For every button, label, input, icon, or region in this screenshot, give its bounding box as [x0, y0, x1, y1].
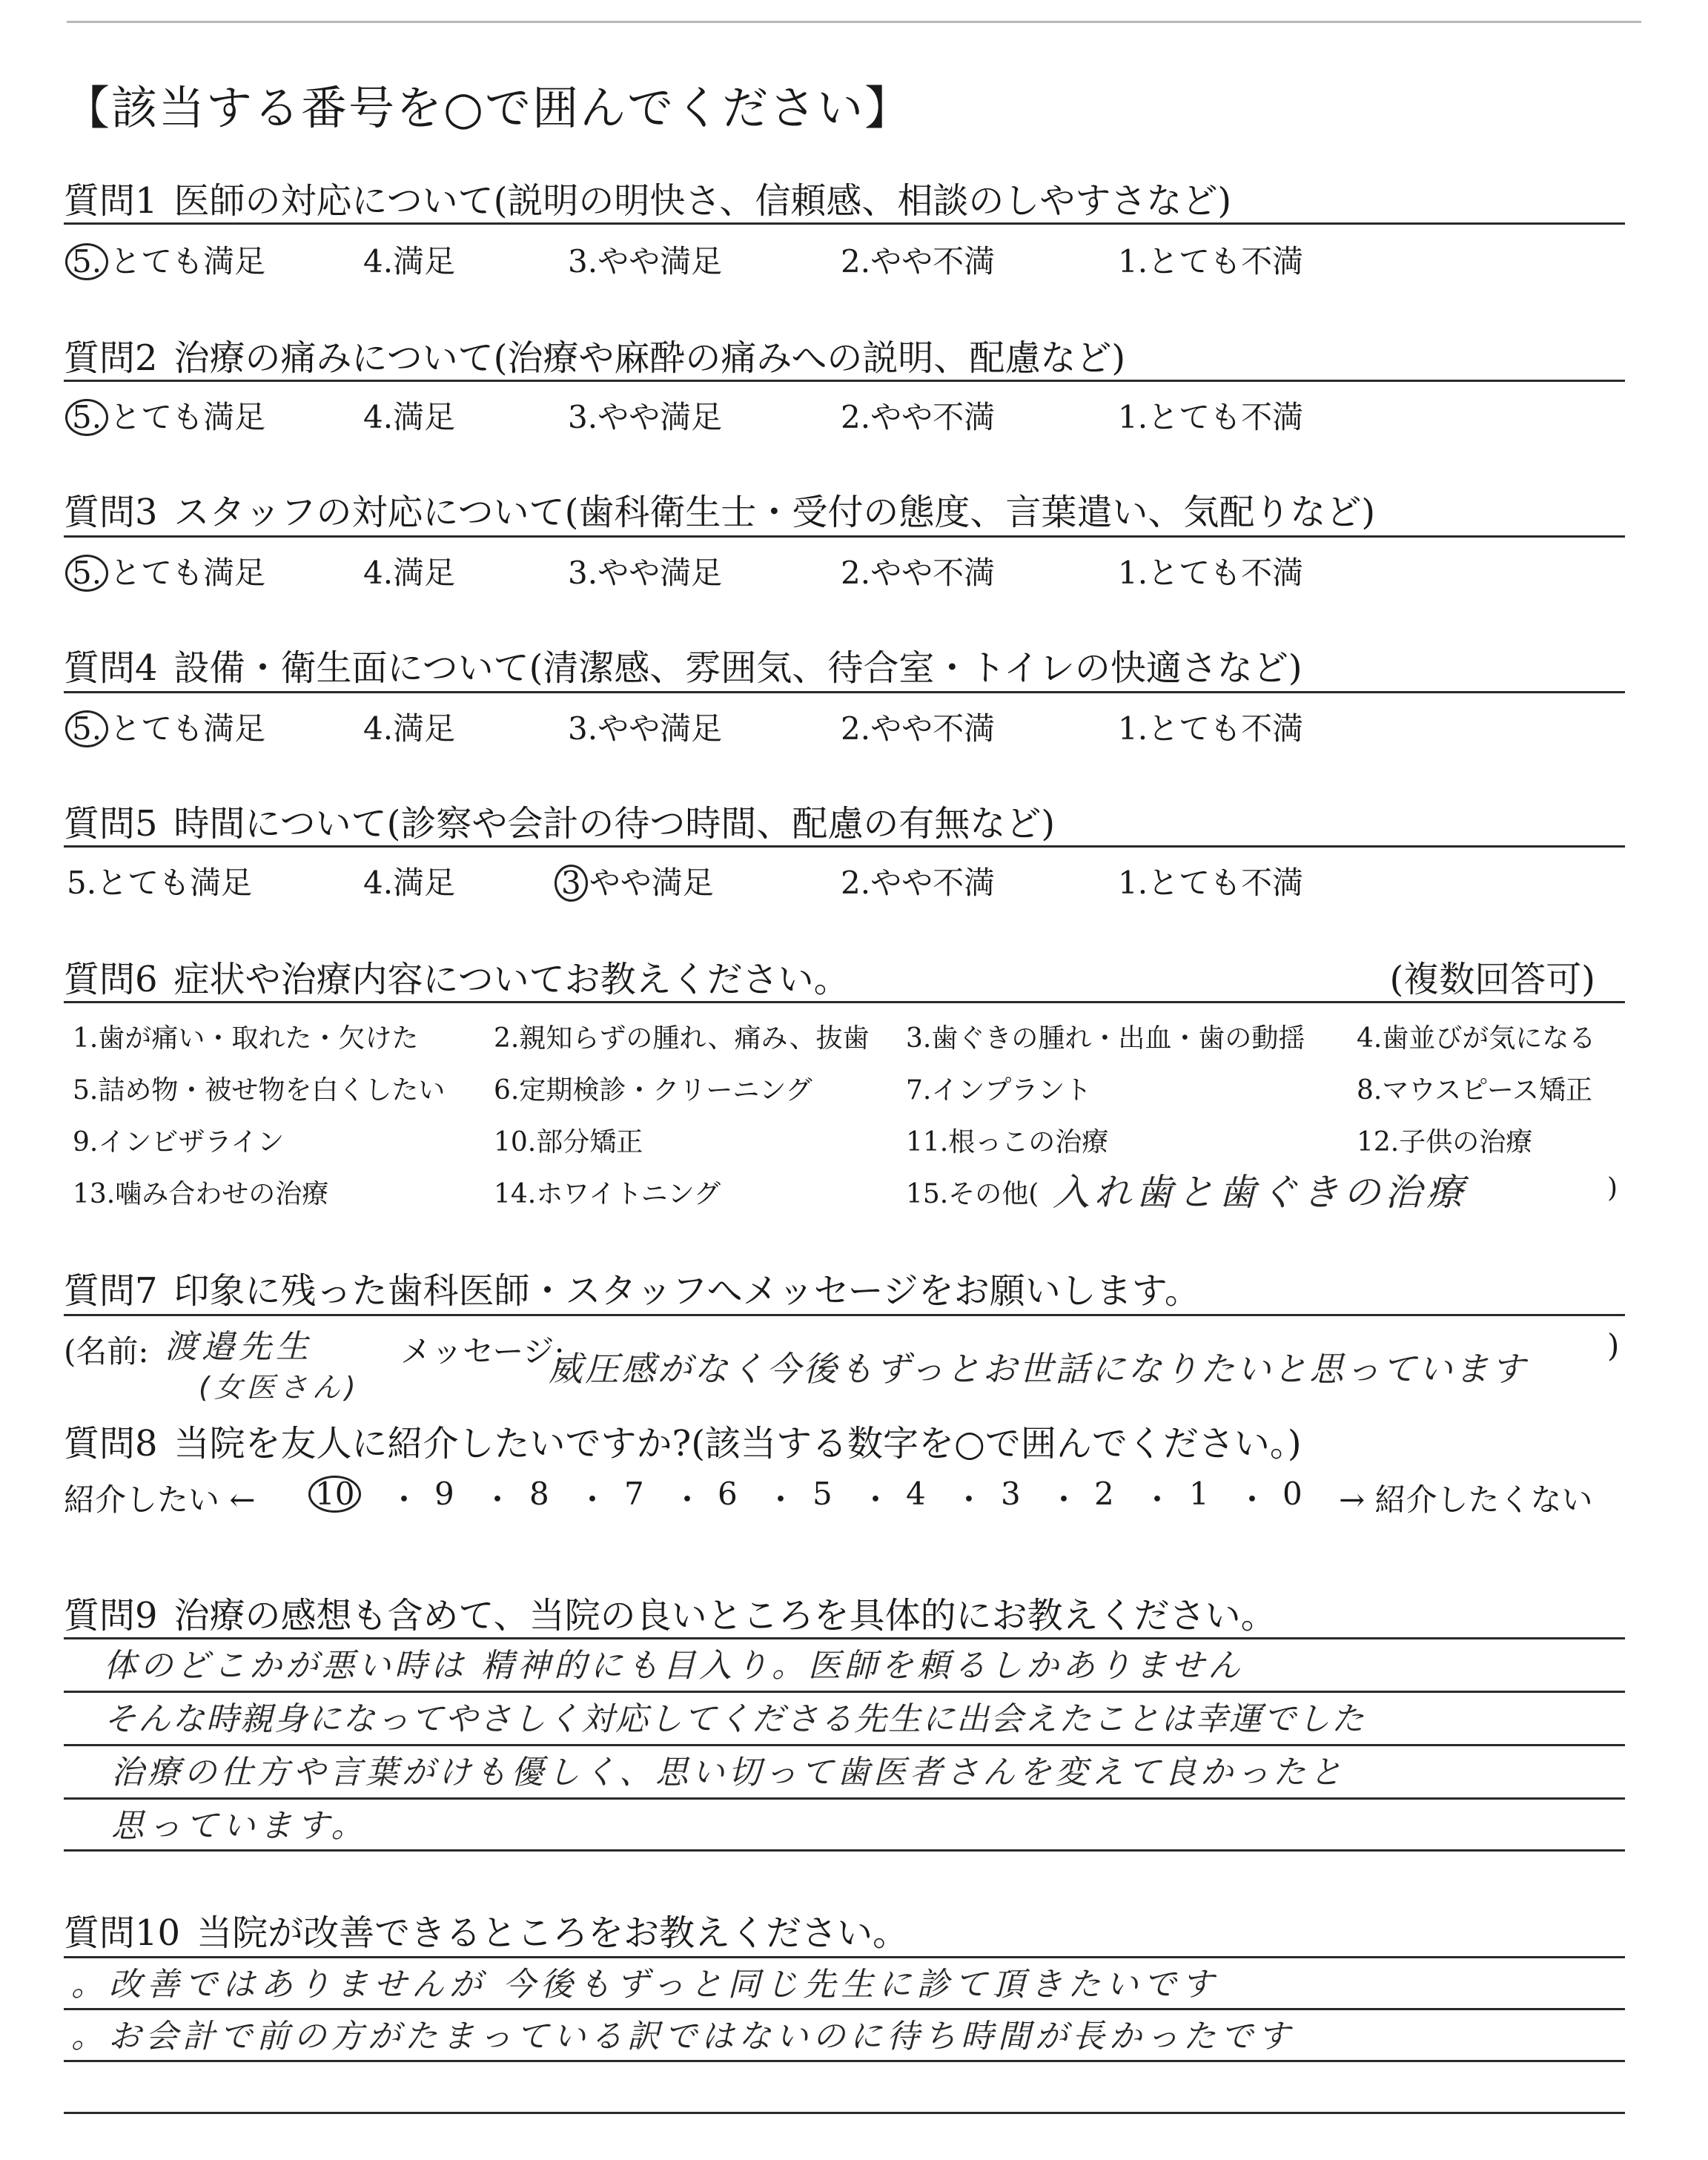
q2-option-2[interactable]: 2.やや不満 [841, 399, 996, 435]
scale-0[interactable]: 0 [1282, 1476, 1302, 1512]
scale-dot: ・ [388, 1482, 420, 1518]
question-text: 時間について(診察や会計の待つ時間、配慮の有無など) [173, 803, 1056, 845]
q10-handwritten-line: 。改善ではありませんが 今後もずっと同じ先生に診て頂きたいです [71, 1966, 1219, 2004]
symptom-item[interactable]: 13.噛み合わせの治療 [73, 1179, 329, 1209]
q2-option-5-selected[interactable]: 5. とても満足 [71, 393, 265, 437]
question-4 [64, 639, 1625, 690]
scale-dot: ・ [1048, 1482, 1080, 1518]
q10-handwritten-line: 。お会計で前の方がたまっている訳ではないのに待ち時間が長かったです [71, 2018, 1294, 2055]
symptom-item-other[interactable]: 15.その他( [906, 1179, 1039, 1209]
name-note-handwritten: (女医さん) [199, 1371, 360, 1404]
q3-option-3[interactable]: 3.やや満足 [568, 555, 723, 591]
symptom-item[interactable]: 9.インビザライン [73, 1127, 285, 1157]
divider [64, 222, 1625, 225]
question-number: 質問1 [64, 180, 158, 222]
question-text: 医師の対応について(説明の明快さ、信頼感、相談のしやすさなど) [173, 180, 1232, 222]
message-close-paren: ) [1607, 1327, 1620, 1364]
name-label: (名前: [64, 1333, 149, 1370]
top-border [67, 21, 1641, 23]
recommend-left-label: 紹介したい ← [64, 1482, 256, 1518]
scale-1[interactable]: 1 [1189, 1476, 1209, 1512]
scale-dot: ・ [1237, 1482, 1268, 1518]
symptom-item[interactable]: 14.ホワイトニング [494, 1179, 721, 1209]
scale-dot: ・ [672, 1482, 704, 1518]
q5-option-2[interactable]: 2.やや不満 [841, 865, 996, 901]
q1-option-1[interactable]: 1.とても不満 [1118, 243, 1304, 280]
scale-5[interactable]: 5 [812, 1476, 833, 1512]
question-3 [64, 483, 1625, 535]
question-10 [64, 1904, 1625, 1955]
q3-option-2[interactable]: 2.やや不満 [841, 555, 996, 591]
q1-option-3[interactable]: 3.やや満足 [568, 243, 723, 280]
message-handwritten: 威圧感がなく今後もずっとお世話になりたいと思っています [549, 1349, 1528, 1389]
divider [64, 1001, 1625, 1003]
q1-option-5-selected[interactable]: 5. とても満足 [71, 237, 265, 282]
question-text: 当院を友人に紹介したいですか?(該当する数字を○で囲んでください。) [173, 1423, 1302, 1464]
question-text: 治療の感想も含めて、当院の良いところを具体的にお教えください。 [173, 1595, 1277, 1636]
scale-dot: ・ [577, 1482, 609, 1518]
q9-handwritten-line: 思っています。 [111, 1807, 368, 1845]
q5-option-5[interactable]: 5.とても満足 [67, 865, 253, 901]
question-2 [64, 329, 1625, 380]
q3-option-1[interactable]: 1.とても不満 [1118, 555, 1304, 591]
q9-handwritten-line: 治療の仕方や言葉がけも優しく、思い切って歯医者さんを変えて良かったと [111, 1754, 1346, 1791]
message-label: メッセージ: [400, 1333, 565, 1370]
q2-option-1[interactable]: 1.とても不満 [1118, 399, 1304, 435]
q4-option-1[interactable]: 1.とても不満 [1118, 710, 1304, 747]
q5-option-4[interactable]: 4.満足 [363, 865, 456, 901]
q2-option-4[interactable]: 4.満足 [363, 399, 456, 435]
question-text: スタッフの対応について(歯科衛生士・受付の態度、言葉遣い、気配りなど) [173, 492, 1376, 533]
divider [64, 380, 1625, 382]
q1-option-2[interactable]: 2.やや不満 [841, 243, 996, 280]
other-handwritten-answer: 入れ歯と歯ぐきの治療 [1053, 1171, 1468, 1214]
other-close-paren: ) [1607, 1173, 1618, 1203]
q3-option-5-selected[interactable]: 5. とても満足 [71, 549, 265, 593]
divider [64, 845, 1625, 848]
question-text: 症状や治療内容についてお教えください。 [173, 959, 850, 1000]
symptom-item[interactable]: 1.歯が痛い・取れた・欠けた [73, 1023, 419, 1054]
q4-option-5-selected[interactable]: 5. とても満足 [71, 704, 265, 749]
question-7 [64, 1262, 1625, 1313]
q9-handwritten-line: 体のどこかが悪い時は 精神的にも目入り。医師を頼るしかありません [104, 1647, 1244, 1685]
circle-mark: 5. [65, 555, 108, 592]
circle-mark: 3 [555, 865, 588, 902]
recommend-right-label: → 紹介したくない [1339, 1482, 1593, 1518]
circle-mark: 10 [308, 1476, 361, 1513]
question-6 [64, 951, 1625, 1002]
symptom-item[interactable]: 5.詰め物・被せ物を白くしたい [73, 1075, 446, 1106]
question-8 [64, 1415, 1625, 1466]
symptom-item[interactable]: 3.歯ぐきの腫れ・出血・歯の動揺 [906, 1023, 1305, 1054]
scale-dot: ・ [860, 1482, 892, 1518]
scale-3[interactable]: 3 [1001, 1476, 1021, 1512]
question-number: 質問3 [64, 492, 158, 533]
question-number: 質問6 [64, 959, 158, 1000]
q4-option-2[interactable]: 2.やや不満 [841, 710, 996, 747]
question-5 [64, 795, 1625, 846]
divider [64, 1314, 1625, 1316]
symptom-item[interactable]: 2.親知らずの腫れ、痛み、抜歯 [494, 1023, 870, 1054]
answer-line [64, 1849, 1625, 1852]
symptom-item[interactable]: 10.部分矯正 [494, 1127, 643, 1157]
symptom-item[interactable]: 6.定期検診・クリーニング [494, 1075, 812, 1106]
question-text: 印象に残った歯科医師・スタッフへメッセージをお願いします。 [173, 1270, 1200, 1312]
q4-option-4[interactable]: 4.満足 [363, 710, 456, 747]
symptom-item[interactable]: 11.根っこの治療 [906, 1127, 1109, 1157]
question-text: 治療の痛みについて(治療や麻酔の痛みへの説明、配慮など) [173, 337, 1126, 379]
question-1 [64, 172, 1625, 223]
q5-option-3-selected[interactable]: 3 やや満足 [560, 859, 714, 903]
question-number: 質問8 [64, 1423, 158, 1464]
q5-option-1[interactable]: 1.とても不満 [1118, 865, 1304, 901]
circle-mark: 5. [65, 710, 108, 747]
question-number: 質問2 [64, 337, 158, 379]
scale-4[interactable]: 4 [906, 1476, 926, 1512]
question-number: 質問10 [64, 1912, 181, 1954]
symptom-item[interactable]: 8.マウスピース矯正 [1357, 1075, 1593, 1106]
scale-dot: ・ [1142, 1482, 1174, 1518]
q3-option-4[interactable]: 4.満足 [363, 555, 456, 591]
name-handwritten: 渡邉先生 [165, 1328, 313, 1366]
circle-mark: 5. [65, 243, 108, 280]
symptom-item[interactable]: 12.子供の治療 [1357, 1127, 1533, 1157]
question-9 [64, 1587, 1625, 1638]
symptom-item[interactable]: 4.歯並びが気になる [1357, 1023, 1596, 1054]
form-heading: 【該当する番号を○で囲んでください】 [64, 81, 913, 135]
question-number: 質問7 [64, 1270, 158, 1312]
scale-9[interactable]: 9 [434, 1476, 454, 1512]
divider [64, 691, 1625, 693]
scale-10-selected[interactable] [314, 1476, 363, 1513]
q1-option-4[interactable]: 4.満足 [363, 243, 456, 280]
question-text: 当院が改善できるところをお教えください。 [196, 1912, 909, 1954]
multiple-answers-note: (複数回答可) [1389, 959, 1595, 1000]
answer-line [64, 2060, 1625, 2062]
question-text: 設備・衛生面について(清潔感、雰囲気、待合室・トイレの快適さなど) [173, 647, 1302, 689]
question-number: 質問5 [64, 803, 158, 845]
divider [64, 535, 1625, 538]
scale-7[interactable]: 7 [624, 1476, 644, 1512]
circle-mark: 5. [65, 399, 108, 436]
scale-2[interactable]: 2 [1094, 1476, 1114, 1512]
scale-dot: ・ [482, 1482, 514, 1518]
answer-line [64, 2112, 1625, 2114]
q4-option-3[interactable]: 3.やや満足 [568, 710, 723, 747]
scale-dot: ・ [953, 1482, 985, 1518]
scale-dot: ・ [765, 1482, 797, 1518]
q9-handwritten-line: そんな時親身になってやさしく対応してくださる先生に出会えたことは幸運でした [104, 1700, 1366, 1738]
symptom-item[interactable]: 7.インプラント [906, 1075, 1092, 1106]
q2-option-3[interactable]: 3.やや満足 [568, 399, 723, 435]
scale-6[interactable]: 6 [718, 1476, 738, 1512]
question-number: 質問4 [64, 647, 158, 689]
scale-8[interactable]: 8 [529, 1476, 549, 1512]
question-number: 質問9 [64, 1595, 158, 1636]
